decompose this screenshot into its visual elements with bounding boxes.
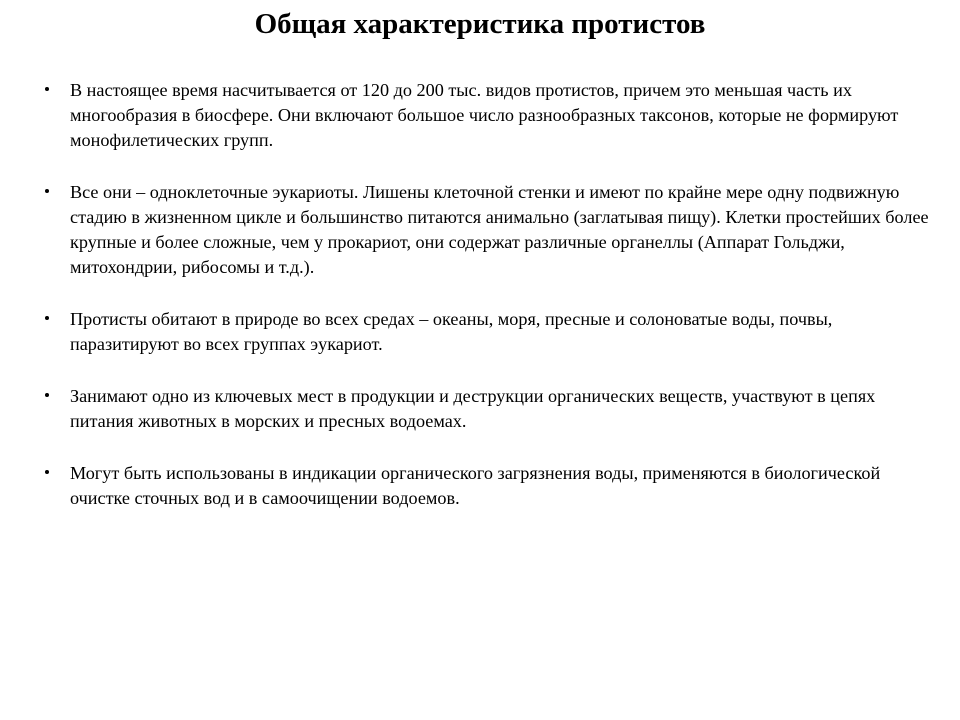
bullet-item [40,78,935,153]
bullet-text: Все они – одноклеточные эукариоты. Лишены клеточной стенки и имеют по крайне мере одну подвижную стадию в жизненном цикле и большинство питаются анимально (заглатывая пищу). Клетки простейших более крупные и более сложные, чем у прокариот, они содержат различные органеллы (Аппарат Гольджи, митохондрии, рибосомы и т.д.). [70,182,929,277]
bullet-item [40,180,935,280]
bullet-text: Занимают одно из ключевых мест в продукции и деструкции органических веществ, участвуют в цепях питания животных в морских и пресных водоемах. [70,386,876,431]
bullet-icon [45,189,49,193]
bullet-list [40,78,935,538]
bullet-text: Могут быть использованы в индикации органического загрязнения воды, применяются в биологической очистке сточных вод и в самоочищении водоемов. [70,463,881,508]
bullet-item [40,461,935,511]
bullet-icon [45,316,49,320]
bullet-text: В настоящее время насчитывается от 120 до 200 тыс. видов протистов, причем это меньшая часть их многообразия в биосфере. Они включают большое число разнообразных таксонов, которые не формируют монофилетических групп. [70,80,899,150]
bullet-icon [45,393,49,397]
bullet-item [40,307,935,357]
bullet-icon [45,470,49,474]
bullet-text: Протисты обитают в природе во всех средах – океаны, моря, пресные и солоноватые воды, почвы, паразитируют во всех группах эукариот. [70,309,833,354]
bullet-icon [45,87,49,91]
bullet-item [40,384,935,434]
slide-title: Общая характеристика протистов [254,8,706,40]
